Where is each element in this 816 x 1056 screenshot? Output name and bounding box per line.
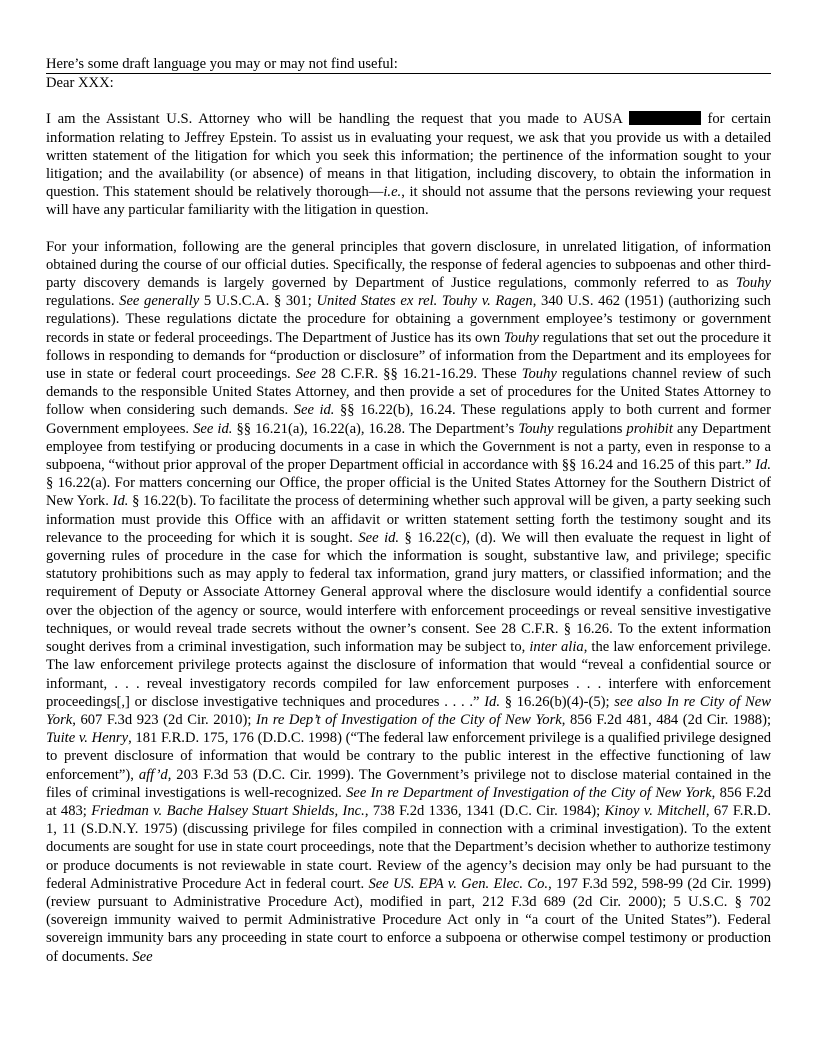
text-run: , 856 F.2d 481, 484 (2d Cir. 1988);: [561, 711, 771, 728]
text-run: , 197 F.3d 592, 598-99 (2d Cir. 1999) (review pursuant to Administrative Procedure Act), modified in part, 212 F.3d 689 (2d Cir. 2000); 5 U.S.C. § 702 (sovereign immunity waived to permit Administrative Procedure Act only in “a court of the United States”). Federal sovereign immunity bars any proceeding in state court to enforce a subpoena or otherwise compel testimony or production of documents.: [46, 875, 771, 965]
text-run: §§ 16.22(b), 16.24. These regulations apply to both current and former Government employees.: [46, 402, 771, 437]
text-run: regulations.: [46, 293, 120, 310]
text-run: , 340 U.S. 462 (1951) (authorizing such regulations). These regulations dictate the procedure for obtaining a government employee’s testimony or government records in state or federal proceedings. The Department of Justice has its own: [46, 293, 771, 346]
text-run: § 16.22(a). For matters concerning our Office, the proper official is the United States Attorney for the Southern District of New York.: [46, 475, 771, 510]
italic-text: See generally: [119, 293, 200, 310]
italic-text: prohibit: [626, 420, 673, 437]
italic-text: aff’d: [138, 766, 168, 783]
text-run: , 203 F.3d 53 (D.C. Cir. 1999). The Government’s privilege not to disclose material contained in the files of criminal investigations is well-recognized.: [46, 766, 771, 801]
text-run: §§ 16.21(a), 16.22(a), 16.28. The Department’s: [232, 420, 519, 437]
salutation: Dear XXX:: [46, 75, 114, 92]
italic-text: Id.: [755, 457, 771, 474]
italic-text: inter alia: [529, 639, 584, 656]
italic-text: Touhy: [518, 420, 554, 437]
italic-text: See id.: [193, 420, 233, 437]
italic-text: Tuite v. Henry: [46, 730, 129, 747]
text-run: regulations: [553, 420, 627, 437]
text-run: , 856 F.2d at 483;: [46, 784, 771, 819]
text-run: for certain information relating to Jeffrey Epstein. To assist us in evaluating your request, we ask that you provide us with a detailed written statement of the litigation for which you seek this information; the pertinence of the information sought to your litigation; and the availability (or absence) of means in that litigation, including discovery, to obtain the information in question. This statement should be relatively thorough—: [46, 111, 771, 201]
italic-text: see also In re City of New York: [46, 693, 771, 728]
italic-text: Id.: [112, 493, 129, 510]
italic-text: Kinoy v. Mitchell: [604, 802, 706, 819]
text-run: , the law enforcement privilege. The law enforcement privilege protects against the disclosure of information that would “reveal a confidential source or informant, . . . reveal investigatory records compiled for law enforcement purposes . . . interfere with enforcement proceedings[,] or disclose investigative techniques and procedures . . . .”: [46, 639, 771, 710]
italic-text: See In re Department of Investigation of the City of New York: [346, 784, 712, 801]
italic-text: See: [295, 366, 317, 383]
text-run: regulations that set out the procedure it follows in responding to demands for “production or disclosure” of information from the Department and its employees for use in state or federal court proceedings.: [46, 329, 772, 383]
intro-line: Here’s some draft language you may or may not find useful:: [46, 55, 771, 74]
italic-text: Touhy: [735, 275, 771, 292]
text-run: For your information, following are the general principles that govern disclosure, in unrelated litigation, of information obtained during the course of our official duties. Specifically, the response of federal agencies to subpoenas and other third-party discovery demands is largely governed by Department of Justice regulations, commonly referred to as: [46, 238, 771, 292]
text-run: I am the Assistant U.S. Attorney who will be handling the request that you made to AUSA: [46, 111, 629, 128]
italic-text: Id.: [484, 693, 500, 710]
italic-text: Friedman v. Bache Halsey Stuart Shields, Inc.: [91, 802, 365, 819]
text-run: , 738 F.2d 1336, 1341 (D.C. Cir. 1984);: [364, 802, 605, 819]
text-run: § 16.26(b)(4)-(5);: [500, 693, 615, 710]
italic-text: In re Dep’t of Investigation of the City of New York: [255, 711, 562, 728]
italic-text: See id.: [358, 529, 400, 546]
text-run: § 16.22(c), (d). We will then evaluate the request in light of governing rules of procedure in the case for which the information is sought, substantive law, and privilege; specific statutory prohibitions such as may apply to federal tax information, grand jury matters, or classified information; and the requirement of Deputy or Associate Attorney General approval where the disclosure would identify a confidential source over the objection of the agency or source, would interfere with enforcement proceedings or reveal sensitive investigative techniques, or would reveal trade secrets without the owner’s consent. See 28 C.F.R. § 16.26. To the extent information sought derives from a criminal investigation, such information may be subject to,: [46, 529, 771, 656]
italic-text: See: [132, 948, 153, 965]
text-run: any Department employee from testifying or producing documents in a case in which the Government is not a party, even in response to a subpoena, “without prior approval of the proper Department official in accordance with §§ 16.24 and 16.25 of this part.”: [46, 420, 771, 474]
paragraph-principles: [46, 238, 771, 966]
italic-text: United States ex rel. Touhy v. Ragen: [316, 293, 533, 310]
italic-text: Touhy: [503, 329, 540, 346]
paragraph-request: [46, 110, 771, 219]
text-run: , 607 F.3d 923 (2d Cir. 2010);: [72, 711, 256, 728]
italic-text: i.e.: [383, 184, 402, 201]
italic-text: See US. EPA v. Gen. Elec. Co.: [368, 875, 549, 892]
text-run: , 67 F.R.D. 1, 11 (S.D.N.Y. 1975) (discussing privilege for files compiled in connection with a criminal investigation). To the extent documents are sought for use in state court proceedings, note that the Department’s decision whether to authorize testimony or produce documents is not reviewable in state court. Review of the agency’s decision may only be had pursuant to the federal Administrative Procedure Act in federal court.: [46, 802, 772, 892]
text-run: § 16.22(b). To facilitate the process of determining whether such approval will be given, a party seeking such information must provide this Office with an affidavit or written statement setting forth the testimony sought and its relevance to the proceeding for which it is sought.: [46, 493, 771, 546]
document-page: [46, 55, 771, 984]
text-run: , 181 F.R.D. 175, 176 (D.D.C. 1998) (“The federal law enforcement privilege is a qualified privilege designed to prevent disclosure of information that would be contrary to the public interest in the effective functioning of law enforcement”),: [46, 730, 771, 783]
text-run: 5 U.S.C.A. § 301;: [199, 293, 317, 310]
redaction-block: [629, 111, 701, 125]
text-run: , it should not assume that the persons reviewing your request will have any particular familiarity with the litigation in question.: [46, 184, 772, 219]
text-run: 28 C.F.R. §§ 16.21-16.29. These: [316, 366, 522, 383]
italic-text: See id.: [293, 402, 335, 419]
text-run: regulations channel review of such demands to the responsible United States Attorney, and then provide a set of procedures for the United States Attorney to follow when considering such demands.: [46, 366, 772, 419]
italic-text: Touhy: [521, 366, 557, 383]
